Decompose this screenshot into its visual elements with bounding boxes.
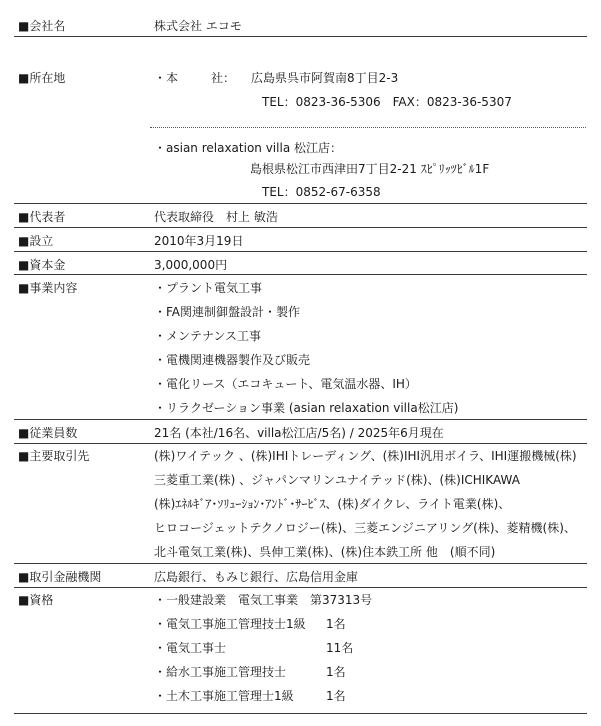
license-count: 11名: [326, 641, 354, 655]
label-banks: ■取引金融機関: [18, 570, 102, 584]
clients-line: (株)ｴﾈﾙｷﾞｱ･ｿﾘｭｰｼｮﾝ･ｱﾝﾄﾞ･ｻｰﾋﾞｽ、(株)ダイクレ、ライト電業(株)、: [154, 497, 511, 511]
label-company: ■会社名: [18, 19, 66, 33]
license-count: 1名: [326, 617, 346, 631]
clients-line: 北斗電気工業(株)、呉伸工業(株)、(株)住本鉄工所 他 (順不同): [154, 545, 496, 559]
value-founded: 2010年3月19日: [154, 234, 244, 248]
clients-line: ヒロコージェットテクノロジー(株)、三菱エンジニアリング(株)、菱精機(株)、: [154, 521, 576, 535]
license-count: 1名: [326, 665, 346, 679]
clients-line: 三菱重工業(株) 、ジャパンマリンユナイテッド(株)、(株)ICHIKAWA: [154, 473, 520, 487]
address-divider: [150, 127, 586, 128]
license-name: ・一般建設業 電気工事業 第37313号: [154, 593, 373, 607]
row-capital: [14, 251, 587, 275]
row-clients: [14, 443, 587, 564]
business-item: ・電化リース（エコキュート、電気温水器、IH）: [154, 377, 417, 391]
hq-tel-fax: TEL：0823-36-5306 FAX：0823-36-5307: [262, 95, 512, 109]
license-name: ・電気工事士: [154, 641, 227, 655]
row-address: [14, 36, 587, 204]
row-company: [14, 12, 587, 36]
license-name: ・土木工事施工管理士1級: [154, 689, 294, 703]
value-employees: 21名 (本社/16名、villa松江店/5名) / 2025年6月現在: [154, 426, 444, 440]
row-founded: [14, 227, 587, 252]
license-name: ・電気工事施工管理技士1級: [154, 617, 306, 631]
label-founded: ■設立: [18, 234, 54, 248]
row-licenses: [14, 587, 587, 714]
row-employees: [14, 419, 587, 444]
hq-address: 広島県呉市阿賀南8丁目2-3: [251, 71, 399, 85]
label-capital: ■資本金: [18, 258, 66, 272]
label-representative: ■代表者: [18, 210, 66, 224]
business-item: ・プラント電気工事: [154, 281, 263, 295]
value-banks: 広島銀行、もみじ銀行、広島信用金庫: [154, 570, 359, 584]
business-item: ・FA関連制御盤設計・製作: [154, 305, 301, 319]
row-business: [14, 274, 587, 420]
store-tel: TEL：0852-67-6358: [262, 185, 381, 199]
value-company: 株式会社 エコモ: [154, 19, 242, 33]
license-count: 1名: [326, 689, 346, 703]
label-clients: ■主要取引先: [18, 449, 90, 463]
store-name: ・asian relaxation villa 松江店：: [154, 141, 342, 155]
business-item: ・メンテナンス工事: [154, 329, 262, 343]
label-address: ■所在地: [18, 71, 66, 85]
clients-line: (株)ワイテック 、(株)IHIトレーディング、(株)IHI汎用ボイラ、IHI運搬機械(株): [154, 449, 577, 463]
store-address: 島根県松江市西津田7丁目2-21 ｽﾋﾟﾘｯﾂﾋﾞﾙ1F: [250, 162, 490, 176]
business-item: ・電機関連機器製作及び販売: [154, 353, 311, 367]
row-representative: [14, 203, 587, 228]
label-employees: ■従業員数: [18, 426, 78, 440]
business-item: ・リラクゼーション事業 (asian relaxation villa松江店): [154, 401, 459, 415]
license-name: ・給水工事施工管理技士: [154, 665, 287, 679]
label-business: ■事業内容: [18, 281, 78, 295]
hq-prefix: ・本: [154, 71, 179, 85]
value-representative: 代表取締役 村上 敏浩: [154, 210, 278, 224]
value-capital: 3,000,000円: [154, 258, 228, 272]
hq-sha: 社：: [211, 71, 236, 85]
label-licenses: ■資格: [18, 593, 54, 607]
row-banks: [14, 563, 587, 588]
